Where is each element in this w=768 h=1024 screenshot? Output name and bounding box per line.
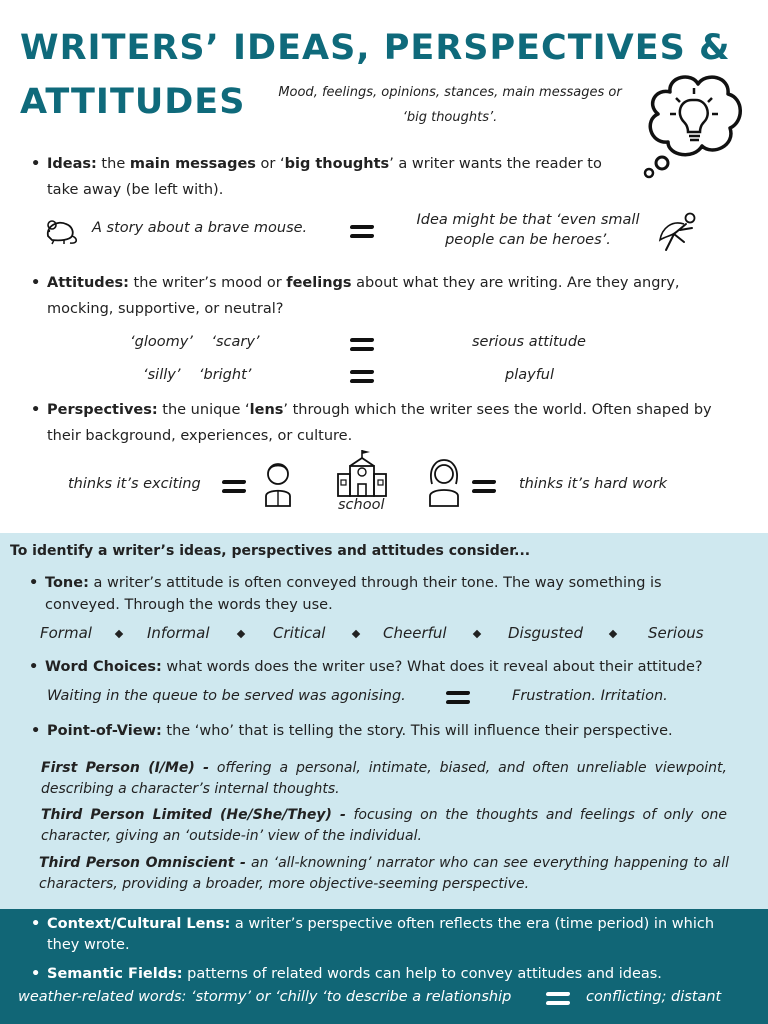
school-icon: [336, 448, 388, 498]
word-choices-bullet: • Word Choices: what words does the writer use? What does it reveal about their attitude?: [45, 656, 755, 678]
equals-icon: [350, 370, 374, 386]
page-title-line1: WRITERS’ IDEAS, PERSPECTIVES &: [20, 28, 731, 68]
equals-icon: [350, 225, 374, 241]
diamond-separator-icon: [237, 630, 245, 638]
tone-item: Informal: [147, 624, 210, 642]
tone-item: Formal: [40, 624, 92, 642]
semantic-example: weather-related words: ‘stormy’ or ‘chilly ‘to describe a relationship: [18, 989, 512, 1005]
point-of-view-bullet: • Point-of-View: the ‘who’ that is telling the story. This will influence their perspective.: [47, 720, 757, 742]
diamond-separator-icon: [115, 630, 123, 638]
diamond-separator-icon: [609, 630, 617, 638]
attitudes-bullet: • Attitudes: the writer’s mood or feelings about what they are writing. Are they angry, mocking, supportive, or neutral?: [47, 270, 747, 322]
tone-item: Disgusted: [508, 624, 584, 642]
context-bullet: • Context/Cultural Lens: a writer’s perspective often reflects the era (time period) in which they wrote.: [47, 914, 747, 956]
boy-icon: [262, 460, 294, 508]
tone-bullet: • Tone: a writer’s attitude is often conveyed through their tone. The way something is conveyed. Through the words they use.: [45, 572, 745, 616]
first-person-description: First Person (I/Me) - offering a personal, intimate, biased, and often unreliable viewpoint, describing a character’s internal thoughts.: [41, 760, 727, 797]
attitude-example-playful-result: playful: [505, 367, 555, 383]
attitude-example-playful-words: ‘silly’ ‘bright’: [143, 367, 252, 383]
diamond-separator-icon: [473, 630, 481, 638]
superhero-icon: [656, 210, 700, 254]
attitude-example-serious-result: serious attitude: [472, 334, 586, 350]
word-choice-result: Frustration. Irritation.: [512, 688, 668, 704]
semantic-result: conflicting; distant: [586, 989, 722, 1005]
ideas-bullet: • Ideas: the main messages or ‘big thoughts’ a writer wants the reader to take away (be left with).: [47, 151, 647, 203]
panel-heading: To identify a writer’s ideas, perspectives and attitudes consider...: [10, 543, 531, 559]
page-title-line2: ATTITUDES: [20, 82, 246, 122]
tone-item: Serious: [648, 624, 704, 642]
equals-icon: [222, 480, 246, 496]
equals-icon: [546, 992, 570, 1008]
footer-panel: [0, 909, 768, 1024]
ideas-example-left: A story about a brave mouse.: [92, 220, 308, 236]
tone-item: Cheerful: [383, 624, 447, 642]
diamond-separator-icon: [352, 630, 360, 638]
equals-icon: [472, 480, 496, 496]
tone-list: [40, 624, 720, 644]
tone-item: Critical: [273, 624, 326, 642]
ideas-example-right: Idea might be that ‘even small people can be heroes’.: [416, 212, 640, 248]
word-choice-example: Waiting in the queue to be served was agonising.: [47, 688, 406, 704]
attitude-example-serious-words: ‘gloomy’ ‘scary’: [130, 334, 260, 350]
third-omniscient-description: Third Person Omniscient - an ‘all-knowning’ narrator who can see everything happening to all characters, providing a broader, more objective-seeming perspective.: [39, 855, 729, 892]
page-subtitle: Mood, feelings, opinions, stances, main messages or ‘big thoughts’.: [278, 85, 622, 125]
semantic-fields-bullet: • Semantic Fields: patterns of related words can help to convey attitudes and ideas.: [47, 961, 747, 987]
equals-icon: [350, 338, 374, 354]
perspective-right-text: thinks it’s hard work: [519, 476, 668, 492]
girl-icon: [426, 458, 462, 508]
perspective-left-text: thinks it’s exciting: [68, 476, 201, 492]
third-limited-description: Third Person Limited (He/She/They) - focusing on the thoughts and feelings of only one character, giving an ‘outside-in’ view of the individual.: [41, 807, 728, 844]
mouse-icon: [40, 216, 80, 246]
lightbulb-thought-icon: [640, 70, 750, 182]
perspective-center-label: school: [338, 497, 385, 513]
equals-icon: [446, 691, 470, 707]
perspectives-bullet: • Perspectives: the unique ‘lens’ through which the writer sees the world. Often shaped by their background, experiences, or culture.: [47, 397, 757, 449]
